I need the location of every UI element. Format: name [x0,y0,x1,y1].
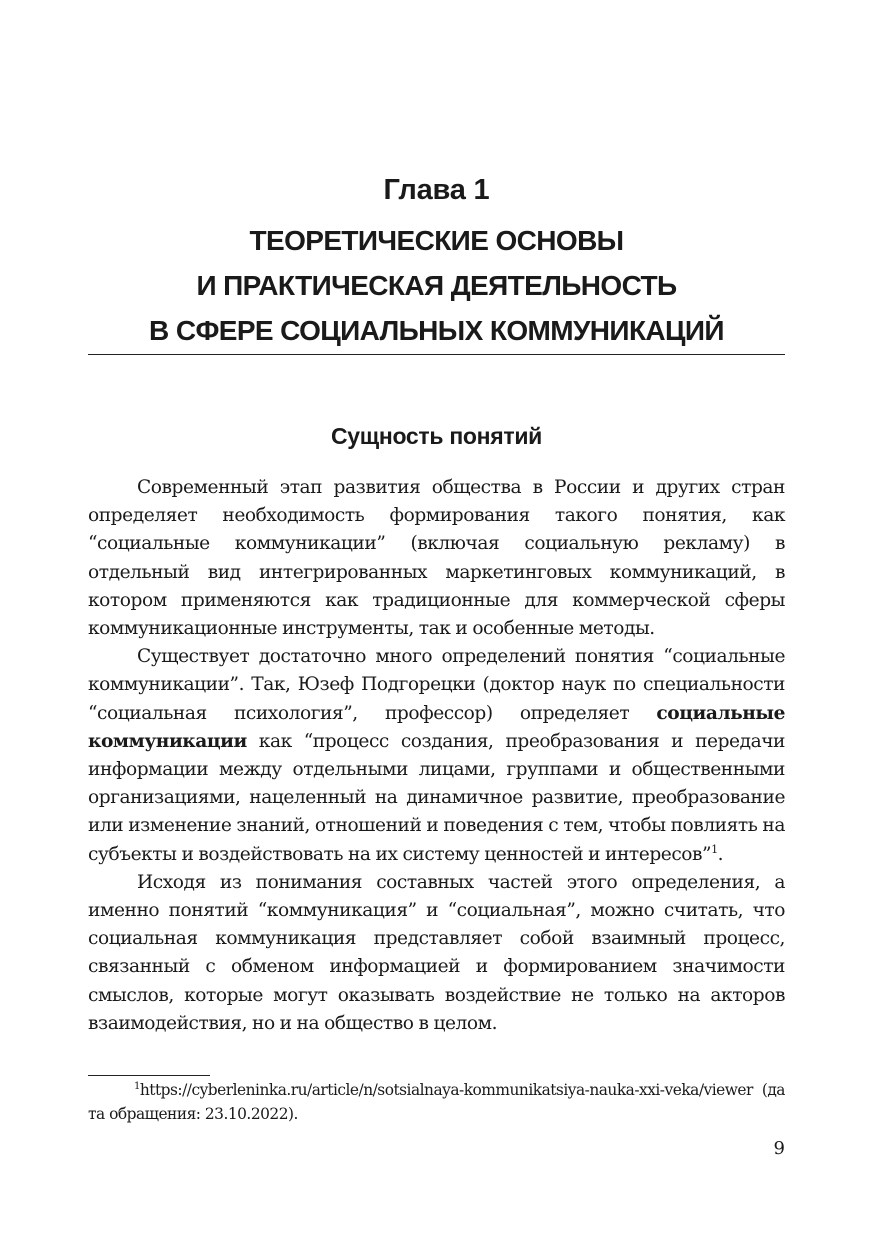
footnote-note: (дата обращения: 23.10.2022). [88,1081,785,1123]
footnote-divider [88,1075,210,1076]
paragraph-text: . [717,843,724,865]
footnote-link[interactable]: https://cyberleninka.ru/article/n/sotsialnaya-kommunikatsiya-nauka-xxi-veka/viewer [139,1081,753,1099]
footnote-marker: 1 [134,1081,140,1092]
section-title: Сущность понятий [330,423,543,449]
footnote-reference[interactable]: 1 [711,842,718,856]
paragraph-text: Существует достаточно много определений понятия “социальные коммуникации”. Так, Юзеф Подгорецки (доктор наук по специальности “социальная психология”, профессор) определяет [88,646,785,724]
chapter-title [88,218,785,353]
book-page [88,0,785,1240]
chapter-title-line: ТЕОРЕТИЧЕСКИЕ ОСНОВЫ [249,225,624,256]
chapter-title-line: В СФЕРЕ СОЦИАЛЬНЫХ КОММУНИКАЦИЙ [149,315,724,346]
paragraph [88,643,785,869]
paragraph: Исходя из понимания составных частей этого определения, а именно понятий “коммуникация” и “социальная”, можно считать, что социальная коммуникация представляет собой взаимный процесс, связанный с обменом информацией и формированием значимости смыслов, которые могут оказывать воздействие не только на акторов взаимодействия, но и на общество в целом. [88,871,785,1034]
page-number: 9 [773,1138,785,1159]
paragraph-text: как “процесс создания, преобразования и передачи информации между отдельными лицами, группами и общественными организациями, нацеленный на динамичное развитие, преобразование или изменение знаний, отношений и поведения с тем, чтобы повлиять на субъекты и воздействовать на их систему ценностей и интересов” [88,730,785,865]
bold-term: социальные коммуникации [88,702,785,752]
chapter-number: Глава 1 [383,174,490,206]
paragraph: Современный этап развития общества в России и других стран определяет необходимость формирования такого понятия, как “социальные коммуникации” (включая социальную рекламу) в отдельный вид интегрированных маркетинговых коммуникаций, в котором применяются как традиционные для коммерческой сферы коммуникационные инструменты, так и особенные методы. [88,477,785,640]
chapter-divider [88,354,785,355]
chapter-title-line: И ПРАКТИЧЕСКАЯ ДЕЯТЕЛЬНОСТЬ [196,270,677,301]
body-text [88,474,785,1038]
chapter-header [88,170,785,353]
footnote [88,1078,785,1126]
